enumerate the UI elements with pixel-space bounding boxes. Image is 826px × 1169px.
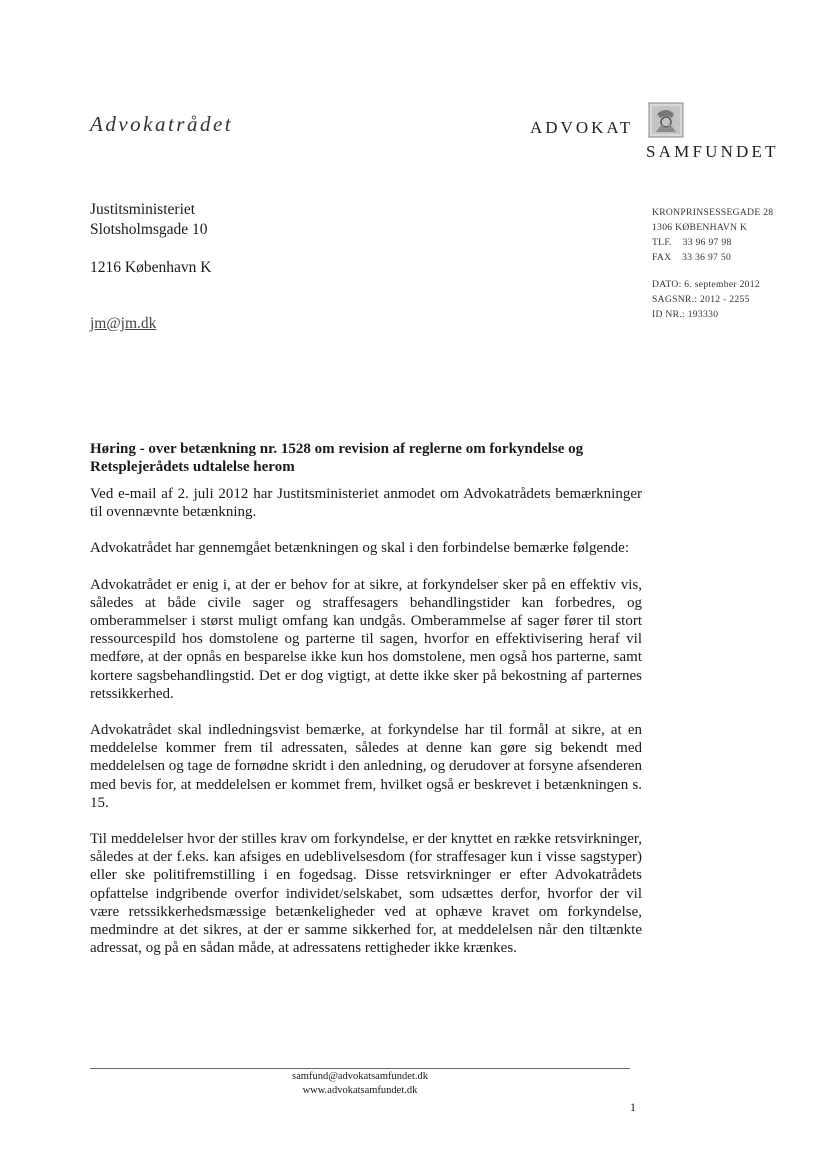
body-paragraph: Advokatrådet har gennemgået betænkningen og skal i den forbindelse bemærke følgende: [90,540,630,557]
sender-fax: FAX 33 36 97 50 [652,252,732,263]
sender-street: KRONPRINSESSEGADE 28 [652,207,774,218]
page-number: 1 [630,1100,636,1114]
sender-phone: TLF. 33 96 97 98 [652,237,732,248]
sender-city: 1306 KØBENHAVN K [652,222,748,233]
recipient-address [90,200,211,334]
footer-divider [90,1068,630,1069]
logo-word-samfundet: SAMFUNDET [646,142,779,161]
advokatsamfundet-emblem-icon [648,102,684,138]
recipient-email-link[interactable]: jm@jm.dk [90,315,157,332]
logo-word-advokat: ADVOKAT [530,118,634,137]
body-paragraph: Advokatrådet er enig i, at der er behov for at sikre, at forkyndelser sker på en effektiv vis, således at både civile sager og straffesagers behandlingstider kan forbedres, og omberammelser i størst muligt omfang kan undgås. Omberammelse af sager fører til stort ressourcespild hos domstolene og parterne til sagen, hvorfor en effektivisering heraf vil medføre, at der opnås en besparelse ikke kun hos domstolene, men også hos parterne, samt kortere sagsbehandlingstid. Det er dog vigtigt, at dette ikke sker på bekostning af parternes retssikkerhed. [90,576,642,702]
footer [90,1070,630,1098]
body-paragraph: Til meddelelser hvor der stilles krav om forkyndelse, er der knyttet en række retsvirkninger, således at der f.eks. kan afsiges en udeblivelsesdom (for straffesager kun i visse sagstyper) eller ske politifremstilling i en fogedsag. Disse retsvirkninger er efter Advokatrådets opfattelse indgribende overfor individet/selskabet, som udsættes derfor, hvorfor der vil være retssikkerhedsmæssige betænkeligheder ved at ophæve kravet om forkyndelse, medmindre at det sikres, at der er samme sikkerhed for, at meddelelsen når den tiltænkte adressat, og på en sådan måde, at adressatens rettigheder ikke krænkes. [90,831,642,957]
letter-body [90,485,642,975]
letter-subject: Høring - over betænkning nr. 1528 om revision af reglerne om forkyndelse og Retsplejerådets udtalelse herom [90,441,584,475]
recipient-line: Justitsministeriet [90,201,196,218]
case-number: SAGSNR.: 2012 - 2255 [652,294,750,305]
recipient-line: 1216 København K [90,259,212,276]
sender-info [652,205,773,322]
body-paragraph: Advokatrådet skal indledningsvist bemærke, at forkyndelse har til formål at sikre, at en meddelelse kommer frem til adressaten, således at denne kan gøre sig bekendt med meddelelsen og tage de fornødne skridt i den anledning, og derudover at forsyne afsenderen med bevis for, at meddelelsen er kommet frem, hvilket også er beskrevet i betænkningen s. 15. [90,722,642,811]
advokatraadet-brand: Advokatrådet [90,112,234,136]
body-paragraph: Ved e-mail af 2. juli 2012 har Justitsministeriet anmodet om Advokatrådets bemærkninger til ovennævnte betænkning. [90,486,642,521]
advokatsamfundet-logo [530,100,790,166]
footer-web-link[interactable]: www.advokatsamfundet.dk [302,1085,418,1096]
footer-email-link[interactable]: samfund@advokatsamfundet.dk [292,1071,428,1082]
recipient-line: Slotsholmsgade 10 [90,221,208,238]
id-number: ID NR.: 193330 [652,309,719,320]
letter-date: DATO: 6. september 2012 [652,279,760,290]
